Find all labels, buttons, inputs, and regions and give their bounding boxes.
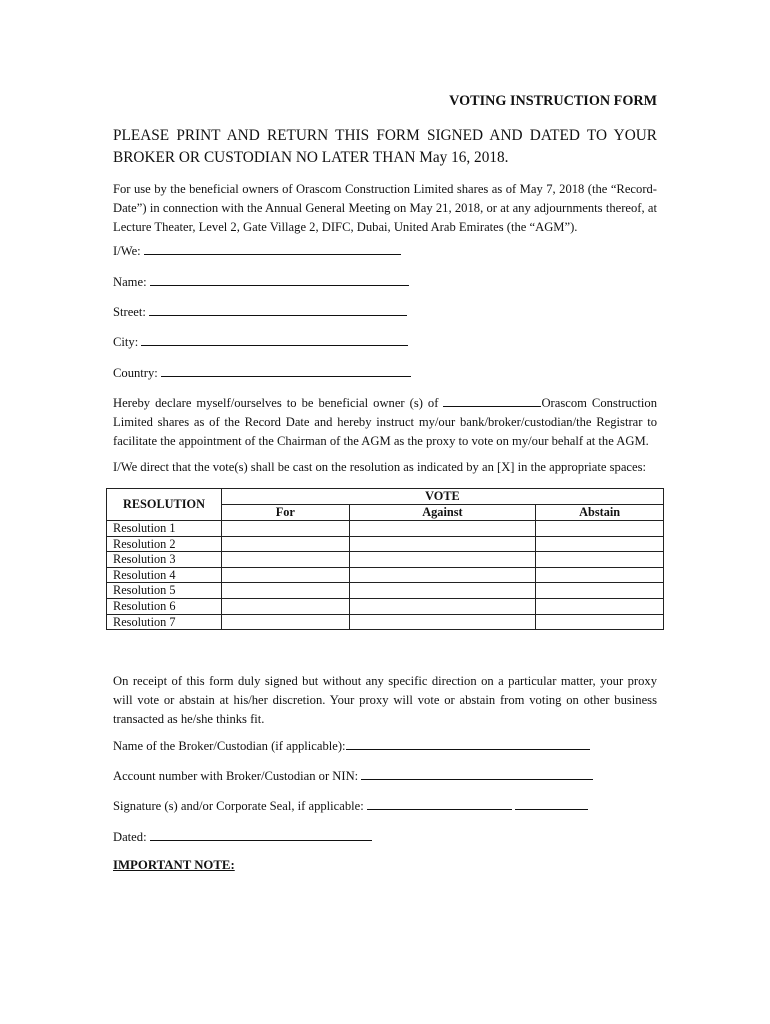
iwe-field[interactable] (113, 244, 401, 259)
vote-for-cell[interactable] (221, 567, 349, 583)
name-line (150, 284, 409, 286)
name-label: Name: (113, 275, 147, 289)
resolution-label: Resolution 3 (107, 552, 222, 568)
vote-against-cell[interactable] (349, 536, 536, 552)
resolution-label: Resolution 6 (107, 598, 222, 614)
table-row (107, 567, 664, 583)
resolution-label: Resolution 4 (107, 567, 222, 583)
dated-label: Dated: (113, 830, 150, 844)
street-line (149, 314, 407, 316)
important-note-heading: IMPORTANT NOTE: (113, 858, 235, 872)
receipt-paragraph: On receipt of this form duly signed but without any specific direction on a particular matter, your proxy will vote or abstain at his/her discretion. Your proxy will vote or abstain from voting on other business transacted as he/she thinks fit. (113, 674, 657, 726)
broker-line (346, 748, 590, 750)
vote-against-cell[interactable] (349, 521, 536, 537)
resolution-header: RESOLUTION (107, 489, 222, 521)
dated-line (150, 839, 372, 841)
broker-label: Name of the Broker/Custodian (if applicable): (113, 739, 346, 753)
vote-abstain-cell[interactable] (536, 552, 664, 568)
account-number-line (361, 778, 593, 780)
city-label: City: (113, 335, 139, 349)
signature-label: Signature (s) and/or Corporate Seal, if applicable: (113, 799, 367, 813)
vote-against-cell[interactable] (349, 598, 536, 614)
city-field[interactable] (113, 335, 408, 350)
vote-against-cell[interactable] (349, 614, 536, 630)
resolution-vote-table (106, 488, 664, 630)
vote-abstain-cell[interactable] (536, 598, 664, 614)
declaration-text-b: Orascom Construction Limited shares as of the Record Date and hereby instruct my/our bank/broker/custodian/the Registrar to facilitate the appointment of the Chairman of the AGM as the proxy to vote on my/our behalf at the AGM. (113, 396, 657, 448)
resolution-label: Resolution 2 (107, 536, 222, 552)
vote-against-cell[interactable] (349, 552, 536, 568)
vote-abstain-cell[interactable] (536, 536, 664, 552)
name-field[interactable] (113, 275, 409, 290)
broker-field[interactable] (113, 739, 590, 754)
iwe-line (144, 253, 401, 255)
signature-field[interactable] (113, 799, 588, 814)
vote-for-cell[interactable] (221, 552, 349, 568)
shares-count-line[interactable] (443, 405, 541, 407)
vote-abstain-cell[interactable] (536, 521, 664, 537)
vote-abstain-cell[interactable] (536, 567, 664, 583)
signature-line (367, 808, 512, 810)
city-line (141, 344, 408, 346)
vote-abstain-cell[interactable] (536, 583, 664, 599)
column-header-abstain: Abstain (536, 505, 664, 521)
iwe-label: I/We: (113, 244, 141, 258)
table-row (107, 583, 664, 599)
account-number-label: Account number with Broker/Custodian or NIN: (113, 769, 362, 783)
declaration-paragraph (113, 394, 657, 451)
street-field[interactable] (113, 305, 407, 320)
resolution-label: Resolution 5 (107, 583, 222, 599)
form-title: VOTING INSTRUCTION FORM (449, 93, 657, 109)
intro-paragraph: For use by the beneficial owners of Orascom Construction Limited shares as of May 7, 2018 (the “Record-Date”) in connection with the Annual General Meeting on May 21, 2018, or at any adjournments thereof, at Lecture Theater, Level 2, Gate Village 2, DIFC, Dubai, United Arab Emirates (the “AGM”). (113, 182, 657, 234)
column-header-against: Against (349, 505, 536, 521)
declaration-text-a: Hereby declare myself/ourselves to be beneficial owner (s) of (113, 396, 444, 410)
vote-header: VOTE (221, 489, 663, 505)
vote-direction-text: I/We direct that the vote(s) shall be cast on the resolution as indicated by an [X] in the appropriate spaces: (113, 460, 646, 474)
street-label: Street: (113, 305, 146, 319)
vote-against-cell[interactable] (349, 583, 536, 599)
account-number-field[interactable] (113, 769, 593, 784)
vote-for-cell[interactable] (221, 614, 349, 630)
table-row (107, 614, 664, 630)
table-row (107, 536, 664, 552)
table-row (107, 598, 664, 614)
table-row (107, 521, 664, 537)
vote-for-cell[interactable] (221, 521, 349, 537)
country-label: Country: (113, 366, 158, 380)
vote-for-cell[interactable] (221, 583, 349, 599)
vote-for-cell[interactable] (221, 536, 349, 552)
vote-against-cell[interactable] (349, 567, 536, 583)
resolution-label: Resolution 1 (107, 521, 222, 537)
seal-line (515, 808, 588, 810)
dated-field[interactable] (113, 830, 372, 845)
country-line (161, 375, 411, 377)
resolution-label: Resolution 7 (107, 614, 222, 630)
column-header-for: For (221, 505, 349, 521)
table-row (107, 552, 664, 568)
country-field[interactable] (113, 366, 411, 381)
vote-for-cell[interactable] (221, 598, 349, 614)
return-instruction-heading: PLEASE PRINT AND RETURN THIS FORM SIGNED AND DATED TO YOUR BROKER OR CUSTODIAN NO LATER THAN May 16, 2018. (113, 127, 657, 166)
vote-abstain-cell[interactable] (536, 614, 664, 630)
